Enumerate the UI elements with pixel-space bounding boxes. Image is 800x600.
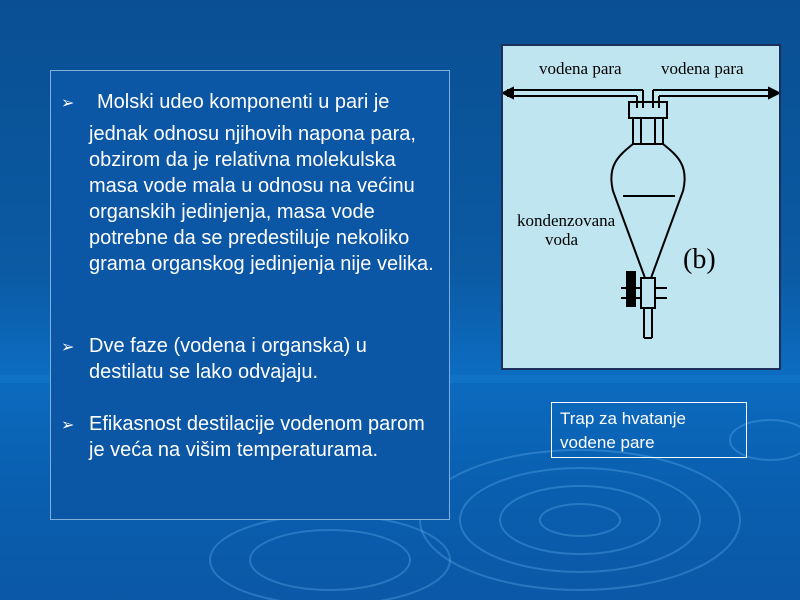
bullet-item [61, 333, 441, 385]
steam-trap-diagram [501, 44, 781, 370]
diagram-caption: Trap za hvatanje vodene pare [551, 402, 747, 458]
label-steam-right: vodena para [661, 59, 744, 78]
arrow-bullet-icon: ➢ [61, 339, 75, 356]
label-condensed-water-2: voda [545, 230, 579, 249]
bullet-line: Molski udeo komponenti u pari je [97, 91, 390, 113]
content-text-box [50, 70, 450, 520]
arrow-bullet-icon: ➢ [61, 417, 75, 434]
bullet-item [61, 89, 441, 277]
label-steam-left: vodena para [539, 59, 622, 78]
bullet-item [61, 411, 441, 463]
bullet-text: Dve faze (vodena i organska) u destilatu se lako odvajaju. [89, 335, 367, 383]
bullet-text: jednak odnosu njihovih napona para, obzirom da je relativna molekulska masa vode mala u odnosu na većinu organskih jedinjenja, masa vode potrebne da se predestiluje nekoliko grama organskog jedinjenja nije velika. [89, 123, 434, 275]
label-b: (b) [683, 244, 716, 275]
label-condensed-water-1: kondenzovana [517, 211, 616, 230]
bullet-text: Efikasnost destilacije vodenom parom je veća na višim temperaturama. [89, 413, 425, 461]
arrow-bullet-icon: ➢ [61, 95, 75, 112]
